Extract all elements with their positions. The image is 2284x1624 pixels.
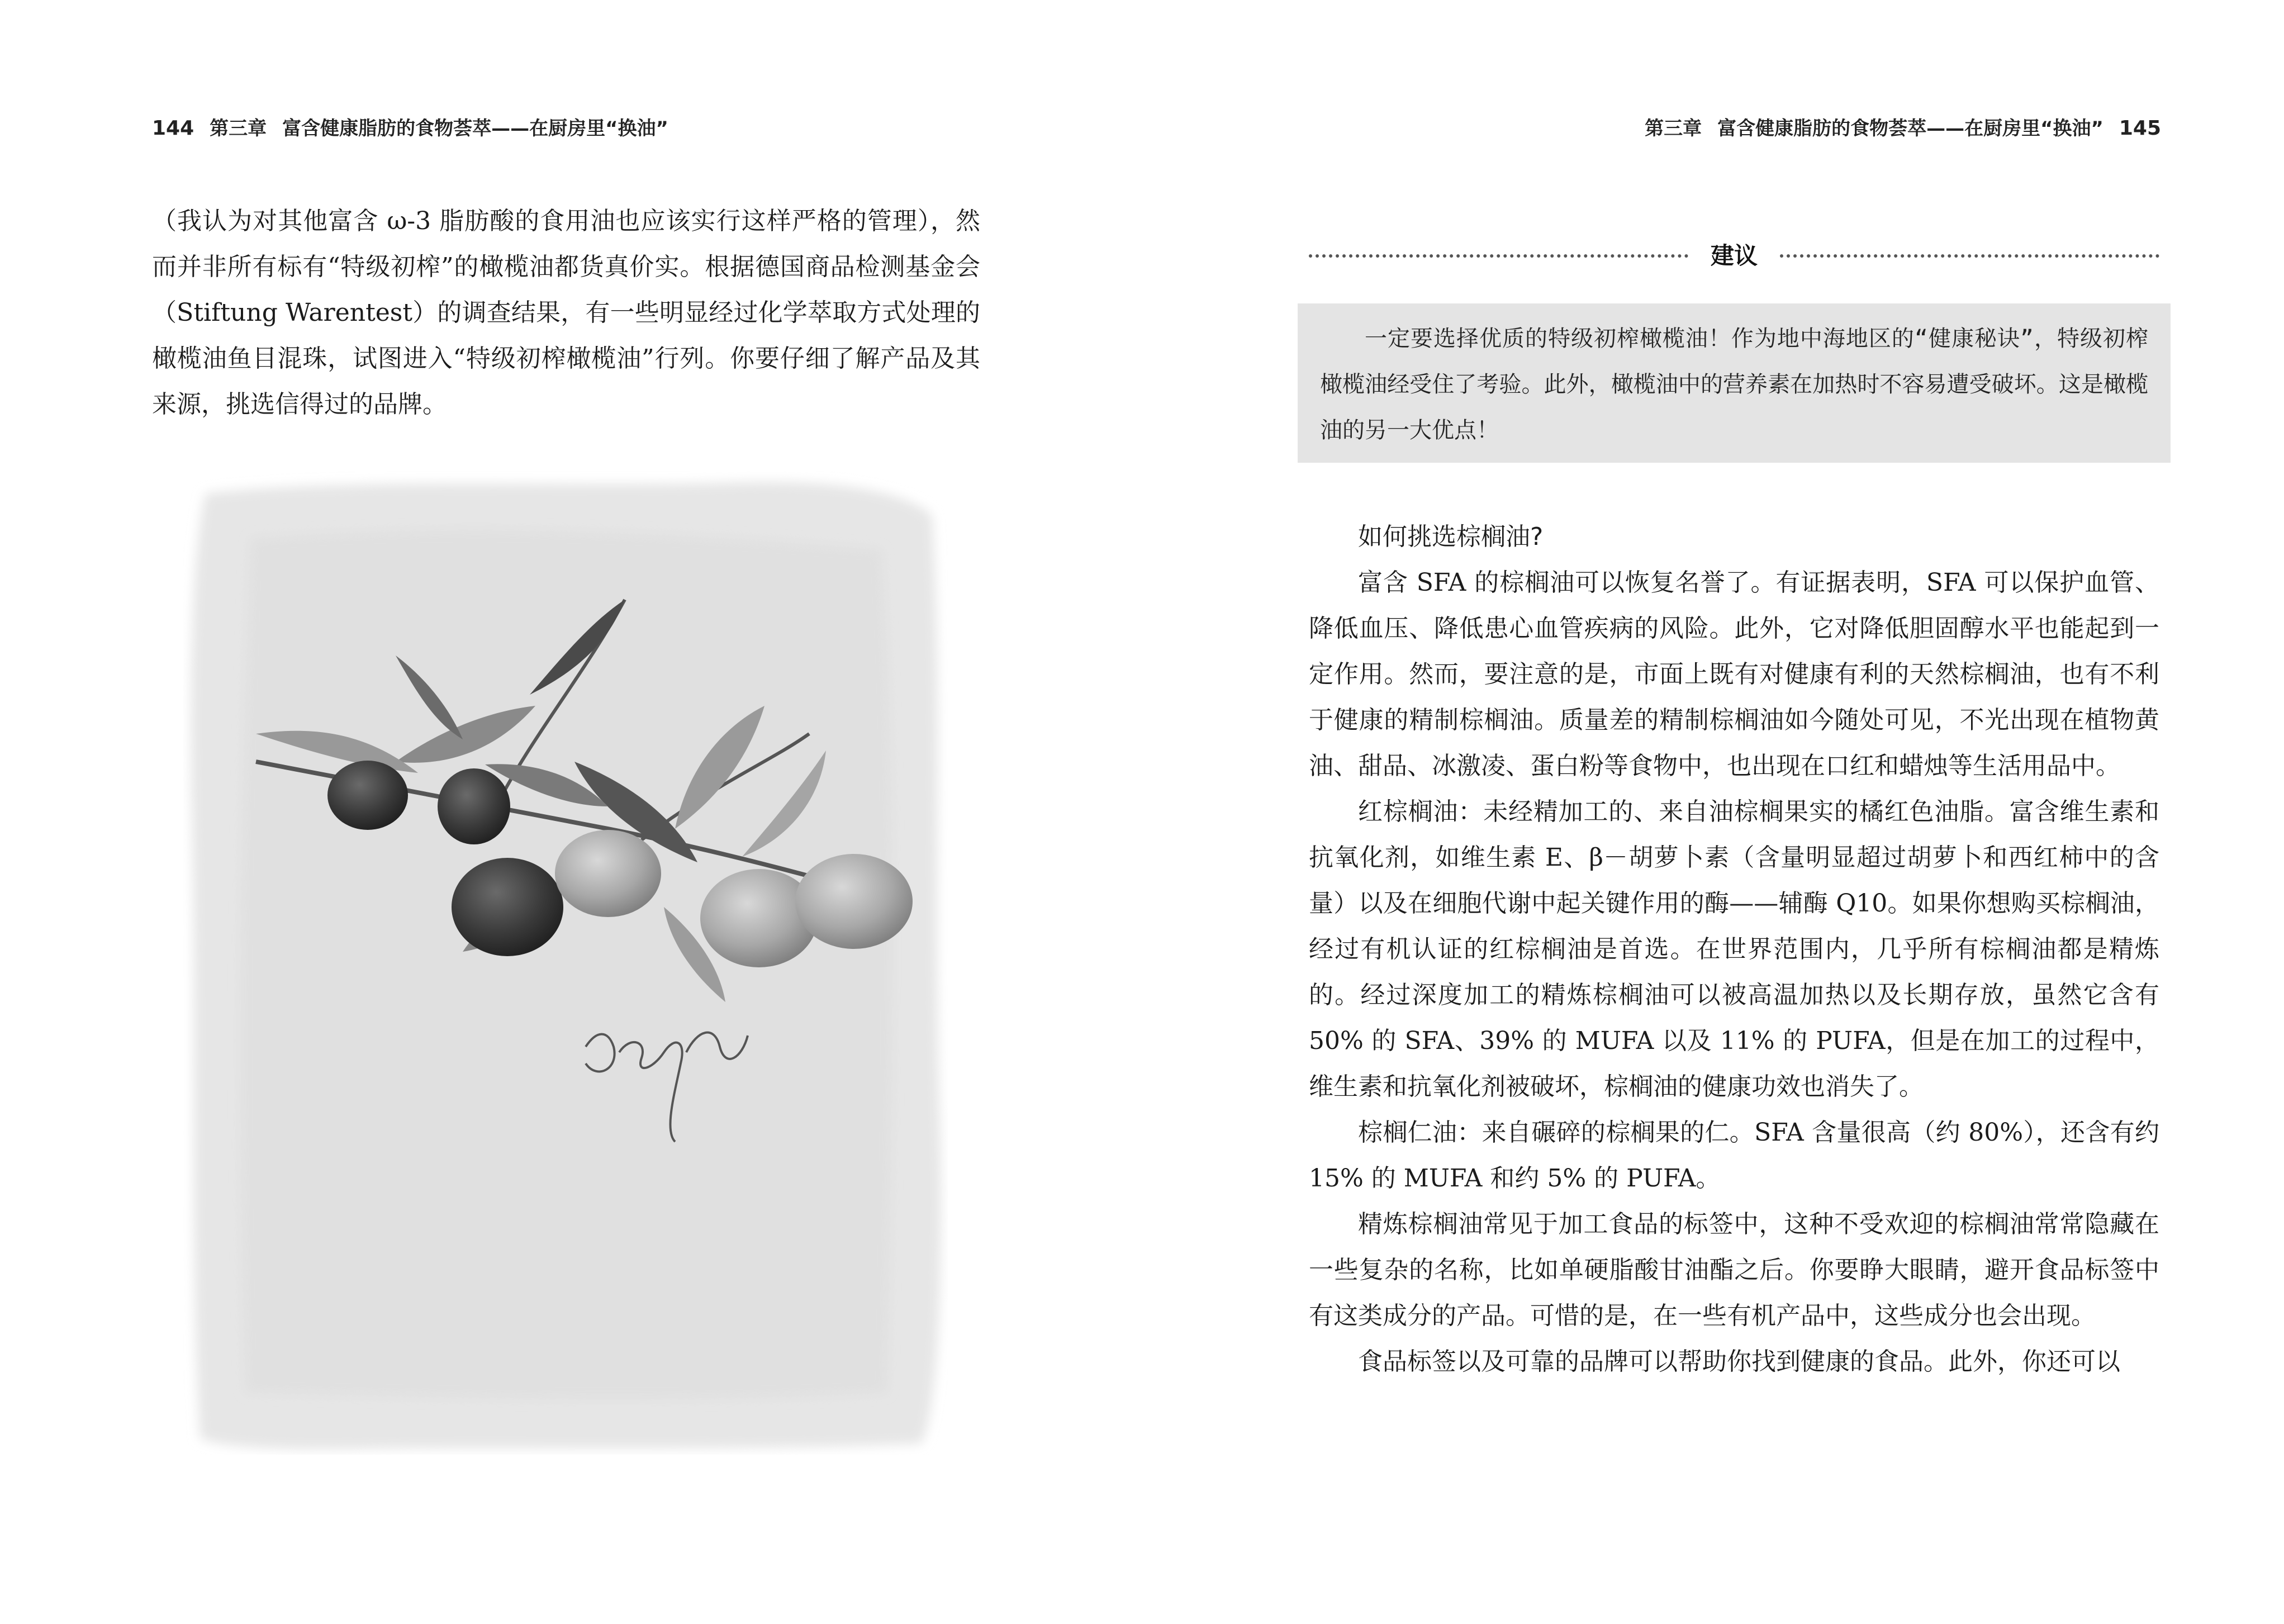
dotted-rule-right <box>1780 254 2159 258</box>
paragraph: 精炼棕榈油常见于加工食品的标签中，这种不受欢迎的棕榈油常常隐藏在一些复杂的名称，比如单硬脂酸甘油酯之后。你要睁大眼睛，避开食品标签中有这类成分的产品。可惜的是，在一些有机产品中，这些成分也会出现。 <box>1309 1210 2159 1330</box>
right-page <box>1142 0 2284 1624</box>
right-body-text <box>1309 514 2159 1385</box>
dotted-rule-left <box>1309 254 1688 258</box>
advice-heading <box>1309 235 2159 274</box>
paragraph: 富含 SFA 的棕榈油可以恢复名誉了。有证据表明，SFA 可以保护血管、降低血压、降低患心血管疾病的风险。此外，它对降低胆固醇水平也能起到一定作用。然而，要注意的是，市面上既有对健康有利的天然棕榈油，也有不利于健康的精制棕榈油。质量差的精制棕榈油如今随处可见，不光出现在植物黄油、甜品、冰激凌、蛋白粉等食物中，也出现在口红和蜡烛等生活用品中。 <box>1309 568 2159 780</box>
left-body-text <box>152 198 980 428</box>
section-subheading: 如何挑选棕榈油? <box>1358 523 1544 551</box>
paragraph: 食品标签以及可靠的品牌可以帮助你找到健康的食品。此外，你还可以 <box>1358 1347 2120 1376</box>
chapter-title: 富含健康脂肪的食物荟萃——在厨房里“换油” <box>1717 117 2103 140</box>
olive-branch-icon <box>183 471 948 1455</box>
advice-title: 建议 <box>1711 242 1758 269</box>
page-number: 144 <box>152 117 194 140</box>
chapter-label: 第三章 <box>1645 117 1702 140</box>
running-head-right <box>1645 112 2161 145</box>
advice-box <box>1298 303 2171 463</box>
page-number: 145 <box>2119 117 2161 140</box>
advice-text: 一定要选择优质的特级初榨橄榄油！作为地中海地区的“健康秘诀”，特级初榨橄榄油经受住了考验。此外，橄榄油中的营养素在加热时不容易遭受破坏。这是橄榄油的另一大优点！ <box>1320 326 2148 443</box>
chapter-label: 第三章 <box>210 117 267 140</box>
chapter-title: 富含健康脂肪的食物荟萃——在厨房里“换油” <box>282 117 668 140</box>
running-head-left <box>152 112 668 145</box>
paragraph: 红棕榈油：未经精加工的、来自油棕榈果实的橘红色油脂。富含维生素和抗氧化剂，如维生素 E、β－胡萝卜素（含量明显超过胡萝卜和西红柿中的含量）以及在细胞代谢中起关键作用的酶——辅酶 Q10。如果你想购买棕榈油，经过有机认证的红棕榈油是首选。在世界范围内，几乎所有棕榈油都是精炼的。经过深度加工的精炼棕榈油可以被高温加热以及长期存放，虽然它含有 50% 的 SFA、39% 的 MUFA 以及 11% 的 PUFA，但是在加工的过程中，维生素和抗氧化剂被破坏，棕榈油的健康功效也消失了。 <box>1309 797 2159 1101</box>
paragraph: 棕榈仁油：来自碾碎的棕榈果的仁。SFA 含量很高（约 80%），还含有约 15% 的 MUFA 和约 5% 的 PUFA。 <box>1309 1118 2159 1193</box>
paragraph: （我认为对其他富含 ω-3 脂肪酸的食用油也应该实行这样严格的管理），然而并非所有标有“特级初榨”的橄榄油都货真价实。根据德国商品检测基金会（Stiftung Warentest）的调查结果，有一些明显经过化学萃取方式处理的橄榄油鱼目混珠，试图进入“特级初榨橄榄油”行列。你要仔细了解产品及其来源，挑选信得过的品牌。 <box>152 207 980 419</box>
